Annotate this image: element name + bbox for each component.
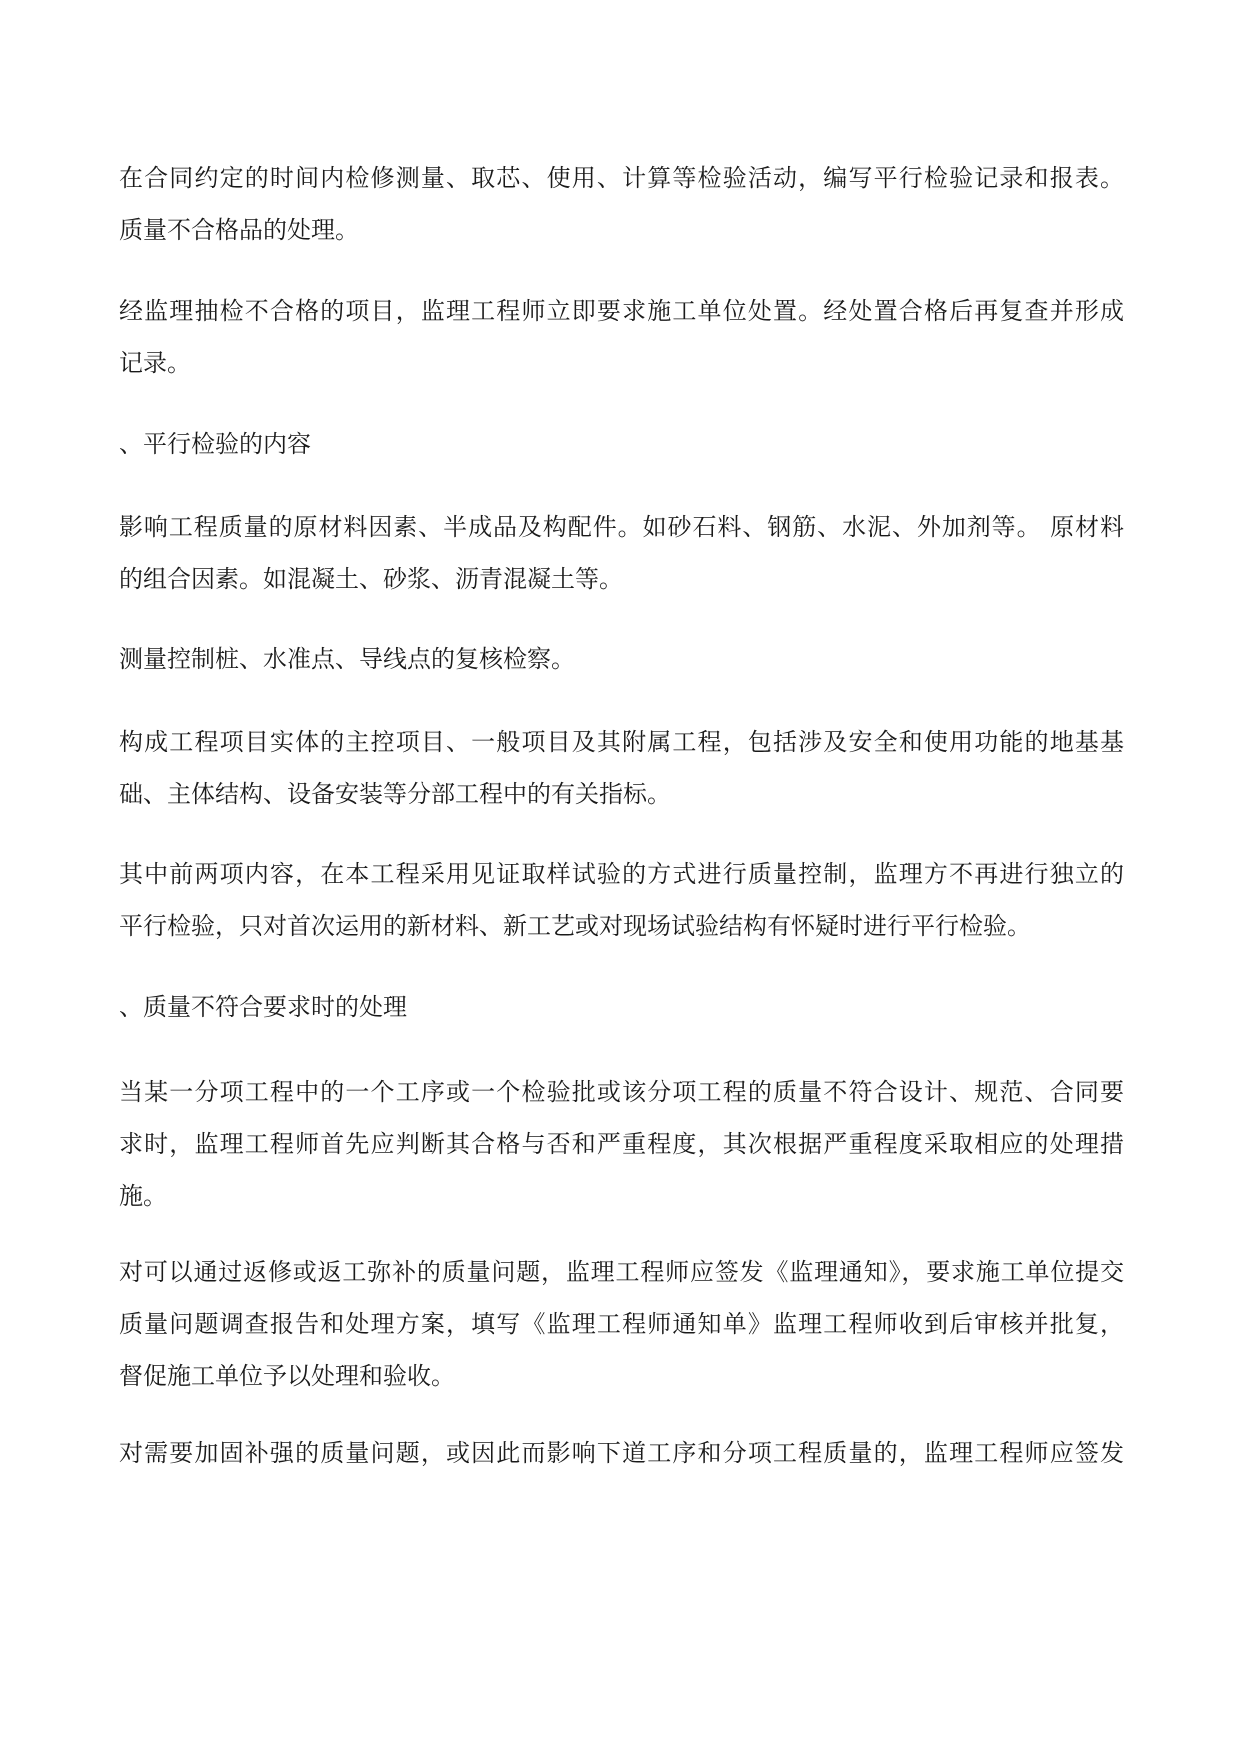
paragraph-raw-material-factors (119, 501, 1124, 605)
text-line: 础、主体结构、设备安装等分部工程中的有关指标。 (119, 780, 671, 808)
text-line: 质量不合格品的处理。 (119, 216, 359, 244)
text-line: 、质量不符合要求时的处理 (119, 993, 407, 1021)
text-line: 其中前两项内容，在本工程采用见证取样试验的方式进行质量控制，监理方不再进行独立的 (119, 860, 1124, 888)
section-heading-nonconformance-handling (119, 981, 1124, 1033)
text-line: 求时，监理工程师首先应判断其合格与否和严重程度，其次根据严重程度采取相应的处理措 (119, 1130, 1124, 1158)
text-line: 、平行检验的内容 (119, 430, 311, 458)
text-line: 构成工程项目实体的主控项目、一般项目及其附属工程，包括涉及安全和使用功能的地基基 (119, 728, 1124, 756)
paragraph-main-control-items (119, 716, 1124, 820)
text-line: 影响工程质量的原材料因素、半成品及构配件。如砂石料、钢筋、水泥、外加剂等。 原材料 (119, 513, 1124, 541)
text-line: 经监理抽检不合格的项目，监理工程师立即要求施工单位处置。经处置合格后再复查并形成 (119, 297, 1124, 325)
section-heading-parallel-inspection-content (119, 418, 1124, 470)
text-line: 督促施工单位予以处理和验收。 (119, 1362, 455, 1390)
text-line: 质量问题调查报告和处理方案，填写《监理工程师通知单》监理工程师收到后审核并批复， (119, 1310, 1124, 1338)
text-line: 对需要加固补强的质量问题，或因此而影响下道工序和分项工程质量的，监理工程师应签发 (119, 1439, 1124, 1467)
text-line: 测量控制桩、水准点、导线点的复核检察。 (119, 645, 575, 673)
text-line: 平行检验，只对首次运用的新材料、新工艺或对现场试验结构有怀疑时进行平行检验。 (119, 912, 1031, 940)
text-line: 对可以通过返修或返工弥补的质量问题，监理工程师应签发《监理通知》，要求施工单位提交 (119, 1258, 1124, 1286)
paragraph-quality-nonconformance (119, 1066, 1124, 1222)
text-line: 施。 (119, 1182, 167, 1210)
paragraph-reinforcement-issues (119, 1427, 1124, 1479)
text-line: 在合同约定的时间内检修测量、取芯、使用、计算等检验活动，编写平行检验记录和报表。 (119, 164, 1124, 192)
paragraph-witness-sampling (119, 848, 1124, 952)
text-line: 的组合因素。如混凝土、砂浆、沥青混凝土等。 (119, 565, 623, 593)
paragraph-failed-spot-check (119, 285, 1124, 389)
text-line: 记录。 (119, 349, 191, 377)
paragraph-survey-control-points (119, 633, 1124, 685)
text-line: 当某一分项工程中的一个工序或一个检验批或该分项工程的质量不符合设计、规范、合同要 (119, 1078, 1124, 1106)
paragraph-parallel-inspection-activities (119, 152, 1124, 256)
paragraph-rework-notice (119, 1246, 1124, 1402)
